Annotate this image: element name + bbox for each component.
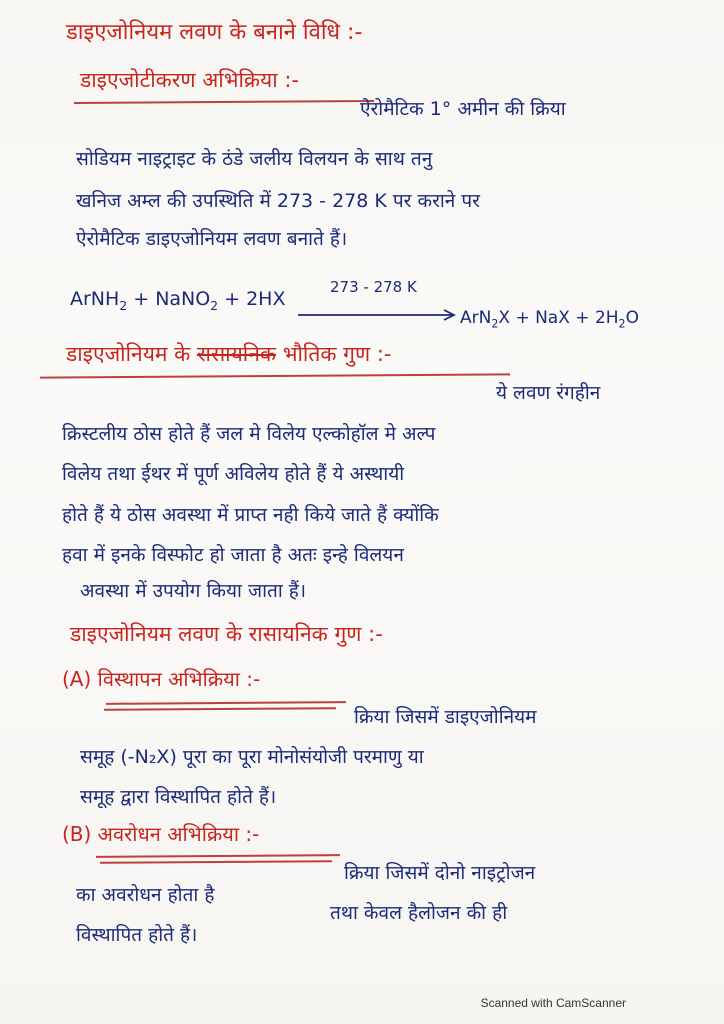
- section-a-line3: समूह द्वारा विस्थापित होते हैं।: [80, 786, 277, 808]
- eq-reactant1: ArNH: [70, 288, 120, 310]
- eq-product3-tail: O: [625, 308, 639, 328]
- section-b-line2b: तथा केवल हैलोजन की ही: [330, 902, 508, 924]
- eq-condition: 273 - 278 K: [330, 278, 417, 296]
- heading-physical-suffix: भौतिक गुण :-: [282, 342, 392, 366]
- heading-substitution: (A) विस्थापन अभिक्रिया :-: [62, 667, 261, 691]
- section-b-line1: क्रिया जिसमें दोनो नाइट्रोजन: [344, 862, 536, 884]
- para2-line4: होते हैं ये ठोस अवस्था में प्राप्त नही किये जाते हैं क्योंकि: [62, 504, 439, 526]
- underline-inhibition-2: [100, 860, 332, 863]
- eq-product1-tail: X: [498, 308, 511, 328]
- eq-reactant1-sub: 2: [119, 298, 128, 313]
- para1-line3: खनिज अम्ल की उपस्थिति में 273 - 278 K पर कराने पर: [76, 190, 480, 212]
- eq-product1-sub: 2: [491, 317, 499, 331]
- para2-line1: ये लवण रंगहीन: [496, 382, 601, 404]
- scanner-watermark: Scanned with CamScanner: [480, 996, 626, 1010]
- eq-reactant2-sub: 2: [210, 298, 219, 313]
- underline-inhibition: [96, 854, 340, 858]
- para2-line6: अवस्था में उपयोग किया जाता हैं।: [80, 580, 307, 602]
- eq-plus1: +: [133, 288, 150, 310]
- underline-diazotization: [74, 100, 374, 104]
- eq-plus3: +: [515, 308, 530, 328]
- eq-reactant2: NaNO: [155, 288, 211, 310]
- section-a-line2: समूह (-N₂X) पूरा का पूरा मोनोसंयोजी परमाणु या: [80, 746, 424, 768]
- heading-inhibition: (B) अवरोधन अभिक्रिया :-: [62, 822, 260, 846]
- para1-line4: ऐरोमैटिक डाइएजोनियम लवण बनाते हैं।: [76, 228, 348, 250]
- eq-plus2: +: [224, 288, 241, 310]
- para1-line1: ऐरोमैटिक 1° अमीन की क्रिया: [360, 98, 566, 120]
- underline-substitution: [106, 701, 346, 705]
- heading-diazotization: डाइएजोटीकरण अभिक्रिया :-: [80, 68, 299, 92]
- reaction-arrow-icon: [298, 308, 460, 322]
- equation-reactants: [70, 290, 286, 312]
- section-b-line2a: का अवरोधन होता है: [76, 884, 215, 906]
- section-a-line1: क्रिया जिसमें डाइएजोनियम: [354, 706, 537, 728]
- underline-physical: [40, 373, 510, 378]
- heading-chemical-properties: डाइएजोनियम लवण के रासायनिक गुण :-: [70, 622, 383, 646]
- heading-physical-prefix: डाइएजोनियम के: [66, 342, 191, 366]
- eq-product3: 2H: [594, 308, 619, 328]
- para2-line2: क्रिस्टलीय ठोस होते हैं जल मे विलेय एल्कोहॉल मे अल्प: [62, 423, 436, 445]
- eq-plus4: +: [575, 308, 590, 328]
- heading-physical-struck: रासायनिक: [196, 342, 277, 366]
- eq-product1: ArN: [460, 308, 492, 328]
- heading-physical-properties: [66, 344, 391, 365]
- equation-products: [460, 310, 639, 329]
- para2-line3: विलेय तथा ईथर में पूर्ण अविलेय होते हैं ये अस्थायी: [62, 463, 405, 485]
- para2-line5: हवा में इनके विस्फोट हो जाता है अतः इन्हे विलयन: [62, 544, 404, 566]
- section-b-line3: विस्थापित होते हैं।: [76, 924, 198, 946]
- eq-product2: NaX: [535, 308, 570, 328]
- underline-substitution-2: [104, 707, 336, 710]
- heading-preparation: डाइएजोनियम लवण के बनाने विधि :-: [66, 20, 363, 45]
- eq-product3-sub: 2: [618, 317, 626, 331]
- eq-reactant3: 2HX: [246, 288, 286, 310]
- para1-line2: सोडियम नाइट्राइट के ठंडे जलीय विलयन के साथ तनु: [76, 148, 433, 170]
